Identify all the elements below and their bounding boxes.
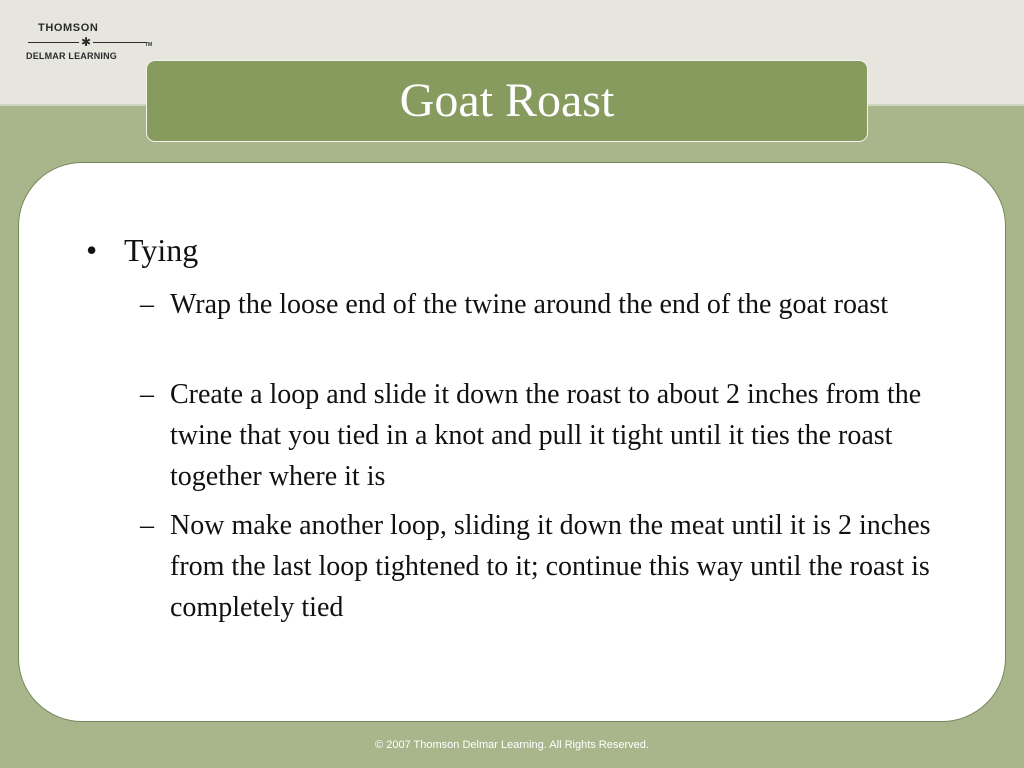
sub-bullet-marker: –	[140, 289, 154, 320]
sub-bullet-marker: –	[140, 379, 154, 410]
star-icon: ✱	[80, 35, 92, 49]
sub-bullet-item	[140, 284, 940, 325]
logo-line-2: DELMAR LEARNING	[26, 51, 117, 61]
logo-line-1: THOMSON	[38, 22, 99, 34]
sub-bullet-item	[140, 374, 940, 497]
bullet-text: Tying	[124, 232, 199, 268]
sub-bullet-text: Now make another loop, sliding it down the meat until it is 2 inches from the last loop tightened to it; continue this way until the roast is completely tied	[170, 510, 931, 623]
trademark-mark: TM	[145, 42, 153, 48]
sub-bullet-marker: –	[140, 510, 154, 541]
copyright-footer: © 2007 Thomson Delmar Learning. All Rights Reserved.	[375, 739, 649, 751]
slide-title: Goat Roast	[399, 74, 615, 127]
publisher-logo	[24, 22, 154, 64]
bullet-marker: •	[86, 232, 98, 268]
slide-title-box	[146, 60, 868, 142]
bullet-item	[86, 232, 198, 269]
sub-bullet-text: Wrap the loose end of the twine around the end of the goat roast	[170, 289, 889, 320]
sub-bullet-item	[140, 505, 940, 628]
sub-bullet-text: Create a loop and slide it down the roast to about 2 inches from the twine that you tied in a knot and pull it tight until it ties the roast together where it is	[170, 379, 922, 492]
